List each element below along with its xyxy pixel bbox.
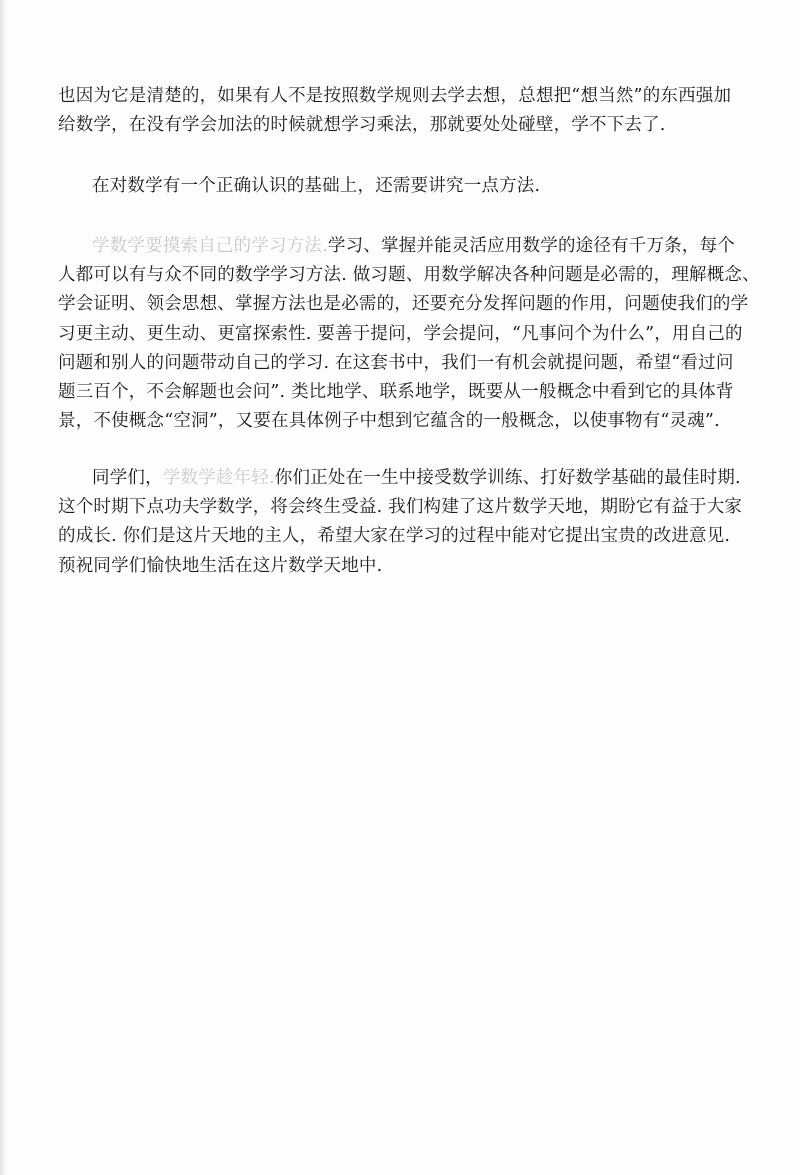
paragraph-3-heading: 学数学要摸索自己的学习方法. [92, 236, 328, 256]
paragraph-4-line-2: 这个时期下点功夫学数学，将会终生受益. 我们构建了这片数学天地，期盼它有益于大家 [58, 497, 743, 518]
paragraph-3-line-1-rest: 学习、掌握并能灵活应用数学的途径有千万条，每个 [327, 236, 735, 256]
paragraph-4-lead: 同学们， [92, 468, 163, 488]
paragraph-4 [58, 464, 763, 581]
paragraph-3-line-1 [58, 232, 763, 261]
paragraph-1-line-2: 给数学，在没有学会加法的时候就想学习乘法，那就要处处碰壁，学不下去了. [58, 115, 666, 136]
paragraph-1 [58, 82, 763, 140]
paragraph-4-line-4: 预祝同学们愉快地生活在这片数学天地中. [58, 555, 383, 576]
paragraph-2-line-1: 在对数学有一个正确认识的基础上，还需要讲究一点方法. [92, 176, 541, 196]
page-edge-shadow [0, 0, 6, 1175]
paragraph-3 [58, 232, 763, 436]
paragraph-2 [92, 172, 763, 201]
paragraph-4-line-3: 的成长. 你们是这片天地的主人，希望大家在学习的过程中能对它提出宝贵的改进意见. [58, 526, 731, 547]
paragraph-3-line-5: 问题和别人的问题带动自己的学习. 在这套书中，我们一有机会就提问题，希望“看过问 [58, 352, 734, 373]
paragraph-3-line-4: 习更主动、更生动、更富探索性. 要善于提问，学会提问，“凡事问个为什么”，用自己的 [58, 323, 743, 344]
paragraph-3-line-6: 题三百个，不会解题也会问”. 类比地学、联系地学，既要从一般概念中看到它的具体背 [58, 382, 734, 403]
paragraph-3-line-3: 学会证明、领会思想、掌握方法也是必需的，还要充分发挥问题的作用，问题使我们的学 [58, 294, 749, 315]
paragraph-1-line-1: 也因为它是清楚的，如果有人不是按照数学规则去学去想，总想把“想当然”的东西强加 [58, 86, 732, 106]
paragraph-4-line-1 [58, 464, 763, 493]
paragraph-4-line-1-rest: 你们正处在一生中接受数学训练、打好数学基础的最佳时期. [274, 468, 741, 488]
paragraph-3-line-2: 人都可以有与众不同的数学学习方法. 做习题、用数学解决各种问题是必需的，理解概念、 [58, 265, 760, 286]
paragraph-4-heading: 学数学趁年轻. [162, 468, 275, 488]
paragraph-3-line-7: 景，不使概念“空洞”，又要在具体例子中想到它蕴含的一般概念，以使事物有“灵魂”. [58, 411, 720, 432]
